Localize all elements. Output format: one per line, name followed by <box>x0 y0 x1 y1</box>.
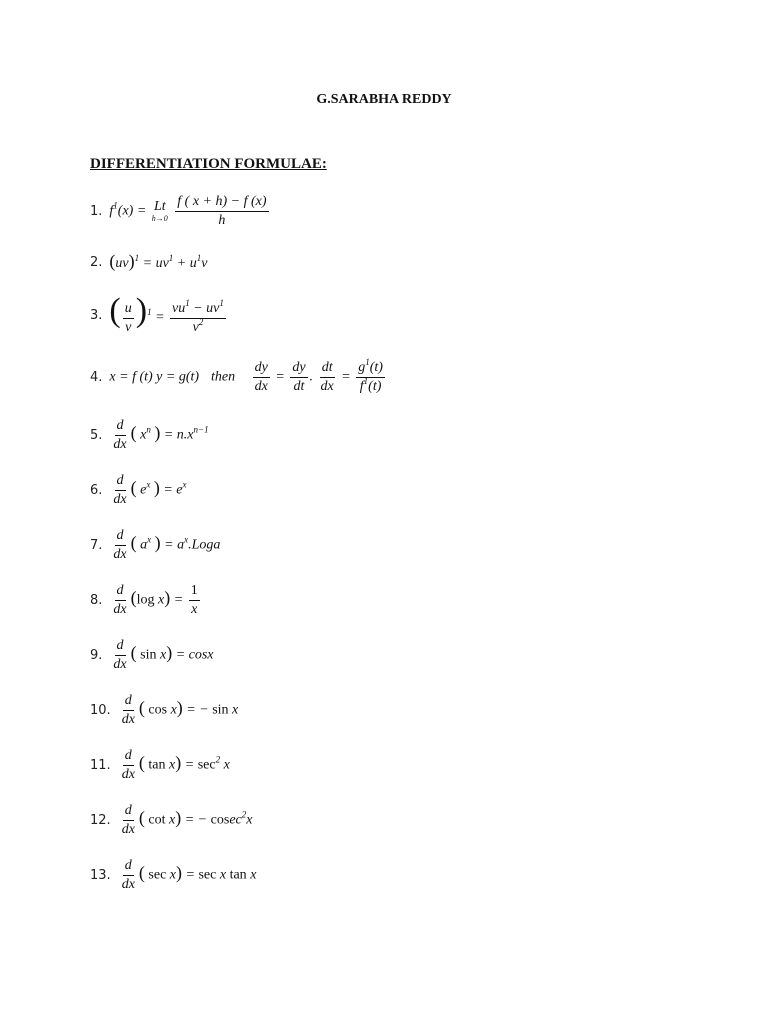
formula-number: 6. <box>90 482 103 498</box>
formula-expression: $\frac{d}{dx}$ ( $a^x$ ) = $a^x.Loga$ <box>113 527 221 562</box>
formula-13 <box>90 857 257 892</box>
formula-number: 9. <box>90 647 103 663</box>
formula-number: 1. <box>90 203 103 219</box>
formula-expression: $\frac{d}{dx}$ ( $e^x$ ) = $e^x$ <box>113 472 187 507</box>
formula-1 <box>90 193 271 228</box>
formula-5 <box>90 417 209 452</box>
author-name: G.SARABHA REDDY <box>316 92 452 107</box>
formula-expression: ( $\frac{u}{v}$ )$^1$ = $\frac{vu^1 - uv^1}{v^2}$ <box>109 292 224 335</box>
formula-12 <box>90 802 253 837</box>
formula-11 <box>90 747 230 782</box>
formula-expression: $\frac{d}{dx}$ ( $\tan x) = \sec^2 x$ <box>121 747 230 782</box>
formula-expression: $\frac{d}{dx}$ (log x) = $\frac{1}{x}$ <box>113 582 198 617</box>
formula-number: 10. <box>90 702 111 718</box>
section-heading: DIFFERENTIATION FORMULAE: <box>90 156 327 172</box>
formula-4 <box>90 356 387 394</box>
formula-expression: $\frac{d}{dx}$ ( $x^n$ ) = $n.x^{n-1}$ <box>113 417 209 452</box>
formula-number: 13. <box>90 867 111 883</box>
formula-number: 5. <box>90 427 103 443</box>
formula-number: 8. <box>90 592 103 608</box>
formula-number: 4. <box>90 369 103 385</box>
formula-expression: $\frac{d}{dx}$ ( cos x) = − sin x <box>121 692 239 727</box>
formula-10 <box>90 692 239 727</box>
formula-expression: $\frac{d}{dx}$ ( sec x) = sec x tan x <box>121 857 257 892</box>
formula-expression: $\frac{d}{dx}$ ( sin x) = cosx <box>113 637 214 672</box>
formula-2 <box>90 247 207 277</box>
formula-expression: x = f (t) y = g(t) then $\frac{dy}{dx}$ = $\frac{dy}{dt}$ . $\frac{dt}{dx}$ = $\frac{g^1(t)}{f^1(t)}$ <box>109 356 383 394</box>
formula-number: 2. <box>90 254 103 270</box>
formula-8 <box>90 582 202 617</box>
formula-number: 11. <box>90 757 111 773</box>
formula-9 <box>90 637 214 672</box>
formula-expression: $\frac{d}{dx}$ ( cot x) = − cosec$^2$x <box>121 802 253 837</box>
formula-number: 12. <box>90 812 111 828</box>
formula-6 <box>90 472 187 507</box>
formula-number: 3. <box>90 307 103 323</box>
formula-number: 7. <box>90 537 103 553</box>
formula-expression: $(uv)^1 = uv^1 + u^1v$ <box>109 251 208 271</box>
formula-3 <box>90 292 228 335</box>
formula-7 <box>90 527 221 562</box>
formula-expression: $f^1(x)$ = Lt h→0 $\frac{f ( x + h) - f (x)}{h}$ <box>109 193 267 228</box>
